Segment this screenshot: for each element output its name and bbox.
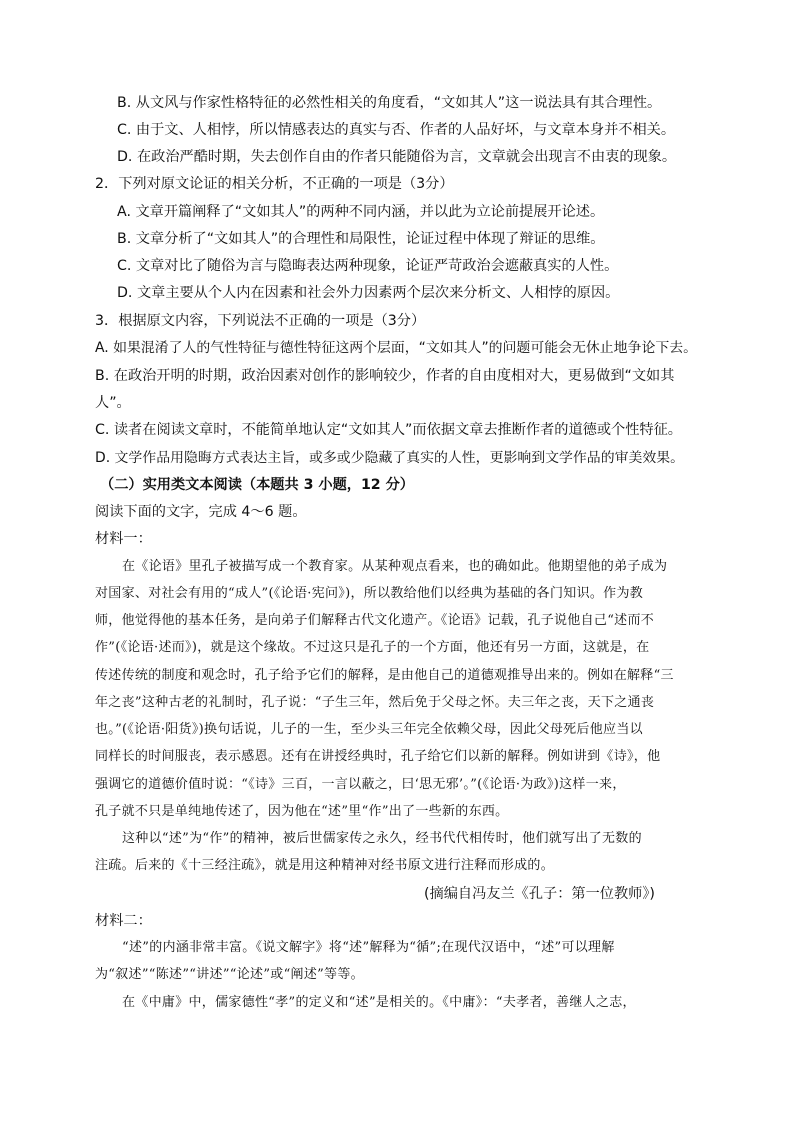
material1-source: (摘编自冯友兰《孔子：第一位教师》): [424, 886, 655, 902]
q3-option-b-line2: 人”。: [95, 395, 131, 411]
material1-line: 年之丧”这种古老的礼制时，孔子说：“子生三年，然后免于父母之怀。夫三年之丧，天下之通丧: [95, 695, 655, 710]
material1-line: 同样长的时间服丧，表示感恩。还有在讲授经典时，孔子给它们以新的解释。例如讲到《诗》，他: [95, 749, 661, 764]
material2-line: 在《中庸》中，儒家德性“孝”的定义和“述”是相关的。《中庸》：“夫孝者，善继人之志，: [122, 995, 636, 1010]
q1-option-d: D. 在政治严酷时期，失去创作自由的作者只能随俗为言，文章就会出现言不由衷的现象。: [117, 149, 677, 165]
q3-stem: 3．根据原文内容，下列说法不正确的一项是（3分）: [95, 313, 426, 329]
q2-option-c: C. 文章对比了随俗为言与隐晦表达两种现象，论证严苛政治会遮蔽真实的人性。: [117, 258, 619, 274]
q1-option-b: B. 从文风与作家性格特征的必然性相关的角度看，“文如其人”这一说法具有其合理性。: [117, 95, 662, 111]
material1-line: 作”(《论语·述而》)，就是这个缘故。不过这只是孔子的一个方面，他还有另一方面，这就是，在: [95, 640, 650, 655]
material1-line: 对国家、对社会有用的“成人”(《论语·宪问》)，所以教给他们以经典为基础的各门知识。作为教: [95, 586, 644, 601]
q3-option-d: D. 文学作品用隐晦方式表达主旨，或多或少隐藏了真实的人性，更影响到文学作品的审美效果。: [95, 450, 685, 466]
material1-line: 传述传统的制度和观念时，孔子给予它们的解释，是由他自己的道德观推导出来的。例如在解释“三: [95, 668, 674, 683]
q2-option-d: D. 文章主要从个人内在因素和社会外力因素两个层次来分析文、人相悖的原因。: [117, 285, 620, 301]
material1-line: 师，他觉得他的基本任务，是向弟子们解释古代文化遗产。《论语》记载，孔子说他自己“述而不: [95, 613, 655, 628]
material1-line: 在《论语》里孔子被描写成一个教育家。从某种观点看来，也的确如此。他期望他的弟子成为: [122, 559, 668, 574]
section-title: （二）实用类文本阅读（本题共 3 小题，12 分）: [100, 477, 414, 493]
material1-label: 材料一：: [95, 531, 152, 547]
section-instruction: 阅读下面的文字，完成 4～6 题。: [95, 504, 307, 520]
q2-stem: 2．下列对原文论证的相关分析，不正确的一项是（3分）: [95, 176, 454, 192]
q3-option-b-line1: B. 在政治开明的时期，政治因素对创作的影响较少，作者的自由度相对大，更易做到“文如其: [95, 368, 675, 384]
q2-option-b: B. 文章分析了“文如其人”的合理性和局限性，论证过程中体现了辩证的思维。: [117, 231, 605, 247]
q3-option-a: A. 如果混淆了人的气性特征与德性特征这两个层面，“文如其人”的问题可能会无休止地争论下去。: [95, 340, 698, 356]
material1-line: 孔子就不只是单纯地传述了，因为他在“述”里“作”出了一些新的东西。: [95, 804, 509, 819]
q1-option-c: C. 由于文、人相悖，所以情感表达的真实与否、作者的人品好坏，与文章本身并不相关。: [117, 122, 676, 138]
material1-line: 强调它的道德价值时说：“《诗》三百，一言以蔽之，曰‘思无邪’。”(《论语·为政》)这样一来，: [95, 777, 626, 792]
material2-label: 材料二：: [95, 913, 152, 929]
q2-option-a: A. 文章开篇阐释了“文如其人”的两种不同内涵，并以此为立论前提展开论述。: [117, 204, 605, 220]
q3-option-c: C. 读者在阅读文章时，不能简单地认定“文如其人”而依据文章去推断作者的道德或个性特征。: [95, 422, 682, 438]
material1-para2-line: 注疏。后来的《十三经注疏》，就是用这种精神对经书原文进行注释而形成的。: [95, 858, 555, 873]
material1-line: 也。”(《论语·阳货》)换句话说，儿子的一生，至少头三年完全依赖父母，因此父母死后他应当以: [95, 722, 643, 737]
material2-line: “述”的内涵非常丰富。《说文解字》将“述”解释为“循”;在现代汉语中，“述”可以理解: [122, 940, 615, 955]
material1-para2-line: 这种以“述”为“作”的精神，被后世儒家传之永久，经书代代相传时，他们就写出了无数的: [122, 831, 642, 846]
material2-line: 为“叙述”“陈述”“讲述”“论述”或“阐述”等等。: [95, 967, 364, 982]
